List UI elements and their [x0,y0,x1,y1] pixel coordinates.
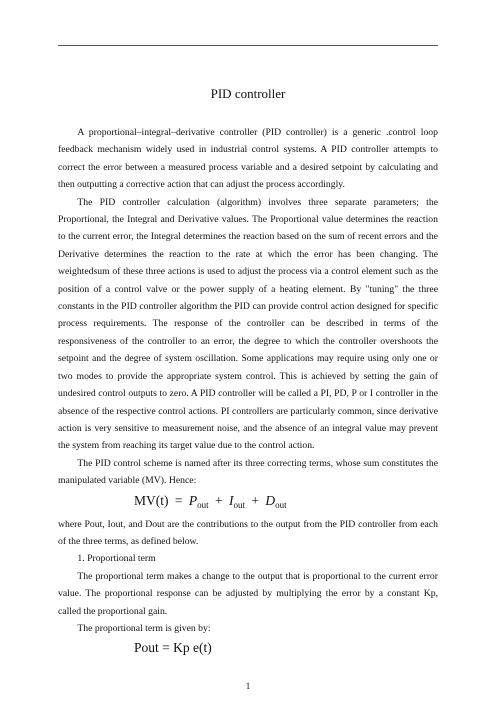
header-rule [58,45,438,46]
proportional-given-paragraph: The proportional term is given by: [77,622,211,634]
algorithm-paragraph: The PID controller calculation (algorithm) involves three separate parameters; the Proportional, the Integral and Derivative values. The Proportional value determines the reaction to the current error, the Integral determines the reaction based on the sum of recent errors and the Derivative determines the reaction to the rate at which the error has been changing. The weightedsum of these three actions is used to adjust the process via a control element such as the position of a control valve or the power supply of a heating element. By "tuning" the three constants in the PID controller algorithm the PID can provide control action designed for specific process requirements. The response of the controller can be described in terms of the responsiveness of the controller to an error, the degree to which the controller overshoots the setpoint and the degree of system oscillation. Some applications may require using only one or two modes to provide the appropriate system control. This is achieved by setting the gain of undesired control outputs to zero. A PID controller will be called a PI, PD, P or I controller in the absence of the respective control actions. PI controllers are particularly common, since derivative action is very sensitive to measurement noise, and the absence of an integral value may prevent the system from reaching its target value due to the control action. [58,196,438,452]
mv-formula [134,490,438,516]
document-title: PID controller [210,86,286,101]
intro-paragraph: A proportional–integral–derivative controller (PID controller) is a generic .control loop feedback mechanism widely used in industrial control systems. A PID controller attempts to correct the error between a measured process variable and a desired setpoint by calculating and then outputting a corrective action that can adjust the process accordingly. [58,127,438,191]
formula-d: D [265,492,276,508]
scheme-paragraph: The PID control scheme is named after its three correcting terms, whose sum constitutes the manipulated variable (MV). Hence: [58,457,438,487]
formula-p-sub: out [197,499,209,510]
pformula-p-sub: out [141,640,159,656]
proportional-paragraph: The proportional term makes a change to the output that is proportional to the current error value. The proportional response can be adjusted by multiplying the error by a constant Kp, called the proportional gain. [58,570,438,617]
pformula-equals: = [162,640,170,656]
formula-d-sub: out [275,499,287,510]
pformula-p: P [134,640,142,656]
document-body [58,124,438,658]
formula-i: I [229,492,234,508]
pformula-k: K [173,640,183,656]
pformula-k-sub: p [182,640,190,656]
formula-p: P [188,492,198,508]
formula-lhs: MV(t) [134,492,169,508]
proportional-formula [134,637,438,658]
terms-paragraph: where Pout, Iout, and Dout are the contributions to the output from the PID controller from each of the three terms, as defined below. [58,518,438,547]
formula-plus-1: + [215,492,223,508]
formula-i-sub: out [233,499,246,510]
formula-equals: = [174,492,183,508]
page-number: 1 [245,681,251,691]
formula-plus-2: + [251,492,260,508]
section-heading: 1. Proportional term [77,553,156,565]
pformula-e: e(t) [193,640,212,656]
